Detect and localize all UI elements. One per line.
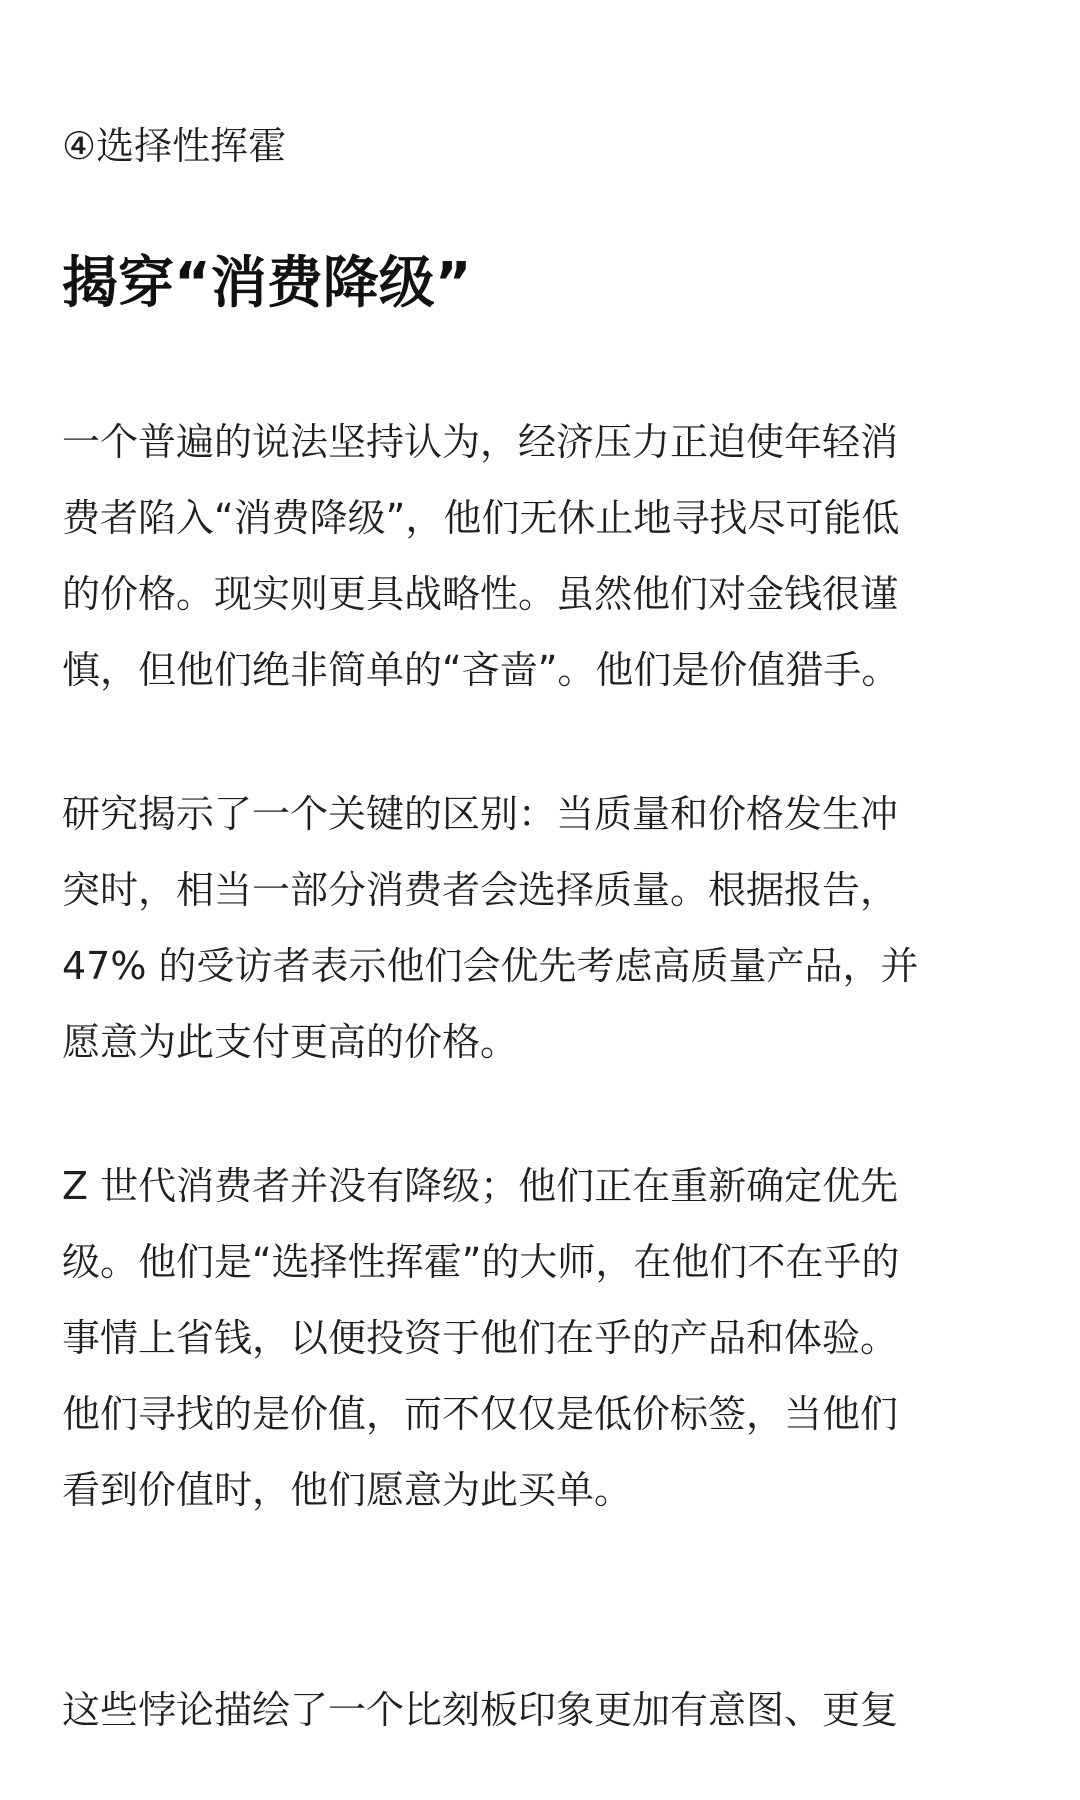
paragraph-line: 的价格。现实则更具战略性。虽然他们对金钱很谨 (62, 572, 899, 616)
paragraph-line: 看到价值时，他们愿意为此买单。 (62, 1468, 633, 1512)
paragraph-line: 研究揭示了一个关键的区别：当质量和价格发生冲 (62, 792, 899, 836)
paragraph-3 (62, 1148, 1022, 1528)
paragraph-line: 慎，但他们绝非简单的“吝啬”。他们是价值猎手。 (62, 648, 900, 692)
paragraph-line: 47% 的受访者表示他们会优先考虑高质量产品，并 (62, 944, 919, 988)
paragraph-line: 事情上省钱，以便投资于他们在乎的产品和体验。 (62, 1316, 899, 1360)
paragraph-line: Z 世代消费者并没有降级；他们正在重新确定优先 (62, 1164, 899, 1208)
paragraph-line: 一个普遍的说法坚持认为，经济压力正迫使年轻消 (62, 420, 899, 464)
paragraph-line: 级。他们是“选择性挥霍”的大师，在他们不在乎的 (62, 1240, 900, 1284)
section-title: 揭穿“消费降级” (62, 251, 472, 316)
paragraph-line: 突时，相当一部分消费者会选择质量。根据报告， (62, 868, 899, 912)
paragraph-line: 愿意为此支付更高的价格。 (62, 1020, 519, 1064)
section-subheading: ④选择性挥霍 (62, 124, 287, 168)
paragraph-1 (62, 404, 1022, 708)
paragraph-4 (62, 1672, 1022, 1748)
paragraph-line: 这些悖论描绘了一个比刻板印象更加有意图、更复 (62, 1688, 899, 1732)
paragraph-line: 费者陷入“消费降级”，他们无休止地寻找尽可能低 (62, 496, 900, 540)
paragraph-2 (62, 776, 1022, 1080)
paragraph-line: 他们寻找的是价值，而不仅仅是低价标签，当他们 (62, 1392, 899, 1436)
